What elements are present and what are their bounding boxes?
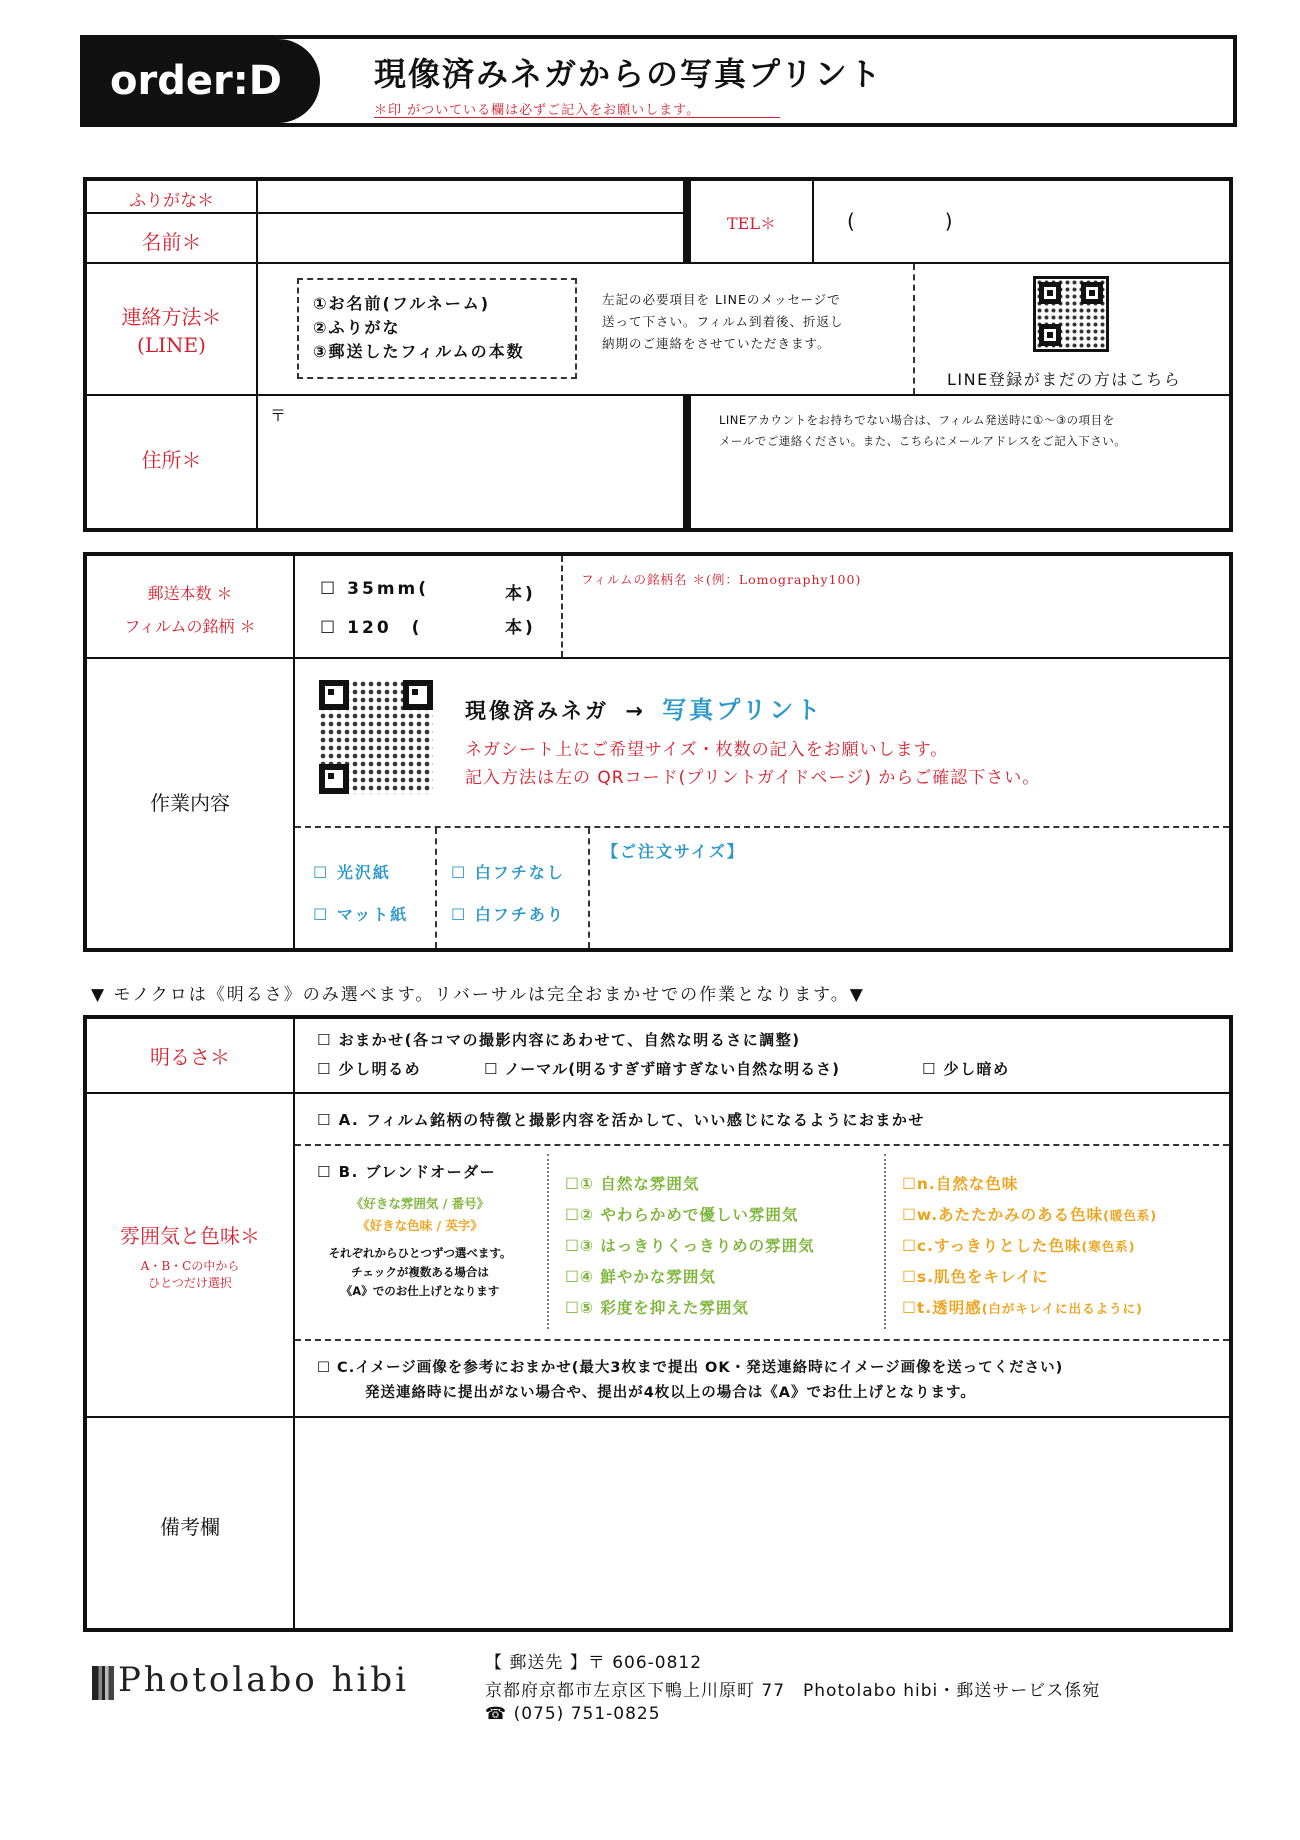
print-note-line: ネガシート上にご希望サイズ・枚数の記入をお願いします。 [465, 740, 949, 760]
mail-count-label: 郵送本数 ＊ [147, 584, 233, 603]
mood-option-a-checkbox[interactable]: ☐ A. フィルム銘柄の特徴と撮影内容を活かして、いい感じになるようにおまかせ [317, 1111, 925, 1129]
mood-1-checkbox[interactable]: ☐① 自然な雰囲気 [565, 1175, 700, 1193]
options-table [83, 1015, 1233, 1632]
blend-note-line: それぞれからひとつずつ選べます。 [328, 1246, 512, 1260]
line-required-items [297, 278, 577, 379]
name-label: 名前＊ [141, 230, 202, 254]
address-label: 住所＊ [141, 448, 202, 472]
film-120-unit: 本) [505, 618, 536, 638]
blend-sub-color: 《好きな色味 / 英字》 [357, 1218, 483, 1233]
mood-2-checkbox[interactable]: ☐② やわらかめで優しい雰囲気 [565, 1206, 799, 1224]
mood-option-c-note: 発送連絡時に提出がない場合や、提出が4枚以上の場合は《A》でお仕上げとなります。 [365, 1385, 976, 1401]
mail-address-title: 【 郵送先 】〒 606-0812 [485, 1653, 703, 1673]
brightness-bright-checkbox[interactable]: ☐ 少し明るめ [317, 1060, 422, 1078]
paper-options [313, 852, 408, 936]
remarks-field[interactable] [295, 1418, 1229, 1628]
divider [913, 264, 915, 394]
glossy-paper-checkbox[interactable]: ☐ 光沢紙 [313, 863, 391, 882]
mood-option-b-checkbox[interactable]: ☐ B. ブレンドオーダー [317, 1163, 497, 1181]
color-w-checkbox[interactable]: ☐w.あたたかみのある色味(暖色系) [902, 1206, 1158, 1224]
mood-option-c-checkbox[interactable]: ☐ C.イメージ画像を参考におまかせ(最大3枚まで提出 OK・発送連絡時にイメージ画像を送ってください) [317, 1360, 1064, 1376]
work-label: 作業内容 [150, 791, 230, 815]
print-title [465, 690, 823, 725]
mood-label: 雰囲気と色味＊ [120, 1224, 260, 1248]
mood-5-checkbox[interactable]: ☐⑤ 彩度を抑えた雰囲気 [565, 1299, 749, 1317]
note-underline [374, 117, 780, 118]
blend-note-line: 《A》でのお仕上げとなります [340, 1284, 500, 1298]
mood-sub: ひとつだけ選択 [148, 1276, 232, 1290]
monochrome-note: ▼ モノクロは《明るさ》のみ選べます。リバーサルは完全おまかせでの作業となります。▼ [91, 985, 865, 1005]
no-border-checkbox[interactable]: ☐ 白フチなし [451, 863, 565, 882]
mood-4-checkbox[interactable]: ☐④ 鮮やかな雰囲気 [565, 1268, 716, 1286]
line-item: ②ふりがな [313, 318, 401, 337]
blend-note-line: チェックが複数ある場合は [351, 1265, 489, 1279]
color-s-checkbox[interactable]: ☐s.肌色をキレイに [902, 1268, 1049, 1286]
line-instructions [602, 289, 844, 355]
order-size-label: 【ご注文サイズ】 [602, 842, 745, 861]
print-title-accent: 写真プリント [662, 696, 824, 724]
print-title-text: 現像済みネガ [465, 699, 609, 723]
brightness-label: 明るさ＊ [150, 1045, 230, 1069]
line-label-sub: (LINE) [137, 333, 206, 357]
film-35mm-checkbox[interactable]: ☐ 35mm( [320, 579, 430, 599]
print-notes [465, 736, 1040, 792]
instruction-line: 左記の必要項目を LINEのメッセージで [602, 292, 841, 307]
film-brand-label: フィルムの銘柄 ＊ [124, 617, 256, 636]
tel-field[interactable]: ( ) [847, 209, 955, 233]
matte-paper-checkbox[interactable]: ☐ マット紙 [313, 905, 409, 924]
phone-number: ☎ (075) 751-0825 [485, 1704, 661, 1724]
instruction-line: 送って下さい。フィルム到着後、折返し [602, 314, 844, 329]
film-120-checkbox[interactable]: ☐ 120 ( [320, 618, 423, 638]
brightness-normal-checkbox[interactable]: ☐ ノーマル(明るすぎず暗すぎない自然な明るさ) [484, 1060, 840, 1078]
line-label: 連絡方法＊ [121, 305, 222, 329]
border-options [451, 852, 565, 936]
logo-mark-icon [92, 1666, 114, 1700]
blend-sub-mood: 《好きな雰囲気 / 番号》 [350, 1196, 490, 1211]
furigana-label: ふりがな＊ [129, 191, 214, 211]
print-guide-qr-code[interactable] [319, 680, 433, 794]
color-c-checkbox[interactable]: ☐c.すっきりとした色味(寒色系) [902, 1237, 1136, 1255]
mood-sub: A・B・Cの中から [140, 1259, 240, 1273]
mood-list [565, 1169, 815, 1324]
address-field[interactable] [258, 396, 683, 528]
order-badge: order:D [84, 39, 320, 123]
mail-address: 京都府京都市左京区下鴨上川原町 77 Photolabo hibi・郵送サービス係宛 [485, 1681, 1101, 1701]
brightness-auto-checkbox[interactable]: ☐ おまかせ(各コマの撮影内容にあわせて、自然な明るさに調整) [317, 1031, 801, 1049]
line-item: ③郵送したフィルムの本数 [313, 342, 525, 361]
film-brand-field[interactable] [563, 586, 1229, 657]
furigana-field[interactable] [258, 181, 683, 212]
page-title: 現像済みネガからの写真プリント [374, 55, 883, 93]
tel-label: TEL＊ [727, 214, 776, 233]
order-header [80, 35, 1237, 127]
film-35mm-unit: 本) [505, 584, 536, 604]
color-n-checkbox[interactable]: ☐n.自然な色味 [902, 1175, 1019, 1193]
print-note-line: 記入方法は左の QRコード(プリントガイドページ) からご確認下さい。 [465, 768, 1041, 788]
line-item: ①お名前(フルネーム) [313, 294, 491, 313]
postal-mark: 〒 [270, 406, 287, 425]
arrow-icon: → [625, 699, 646, 723]
mood-3-checkbox[interactable]: ☐③ はっきりくっきりめの雰囲気 [565, 1237, 815, 1255]
remarks-label: 備考欄 [160, 1515, 220, 1539]
color-t-checkbox[interactable]: ☐t.透明感(白がキレイに出るように) [902, 1299, 1143, 1317]
film-table [83, 552, 1233, 952]
blend-note [295, 1244, 545, 1301]
line-qr-code[interactable] [1033, 276, 1109, 352]
line-register-link[interactable]: LINE登録がまだの方はこちら [947, 370, 1182, 389]
email-note [719, 410, 1126, 452]
film-brand-field-label: フィルムの銘柄名 ＊(例：Lomography100) [581, 572, 862, 587]
footer-logo: Photolabo hibi [118, 1660, 409, 1700]
required-note: ＊印 がついている欄は必ずご記入をお願いします。 [374, 103, 701, 118]
order-size-field[interactable] [590, 861, 1229, 948]
white-border-checkbox[interactable]: ☐ 白フチあり [451, 905, 565, 924]
email-note-line: LINEアカウントをお持ちでない場合は、フィルム発送時に①〜③の項目を [719, 413, 1115, 427]
brightness-dark-checkbox[interactable]: ☐ 少し暗め [922, 1060, 1010, 1078]
color-list [902, 1169, 1157, 1324]
email-note-line: メールでご連絡ください。また、こちらにメールアドレスをご記入下さい。 [719, 434, 1127, 448]
contact-table [83, 177, 1233, 532]
instruction-line: 納期のご連絡をさせていただきます。 [602, 336, 831, 351]
name-field[interactable] [258, 214, 683, 262]
